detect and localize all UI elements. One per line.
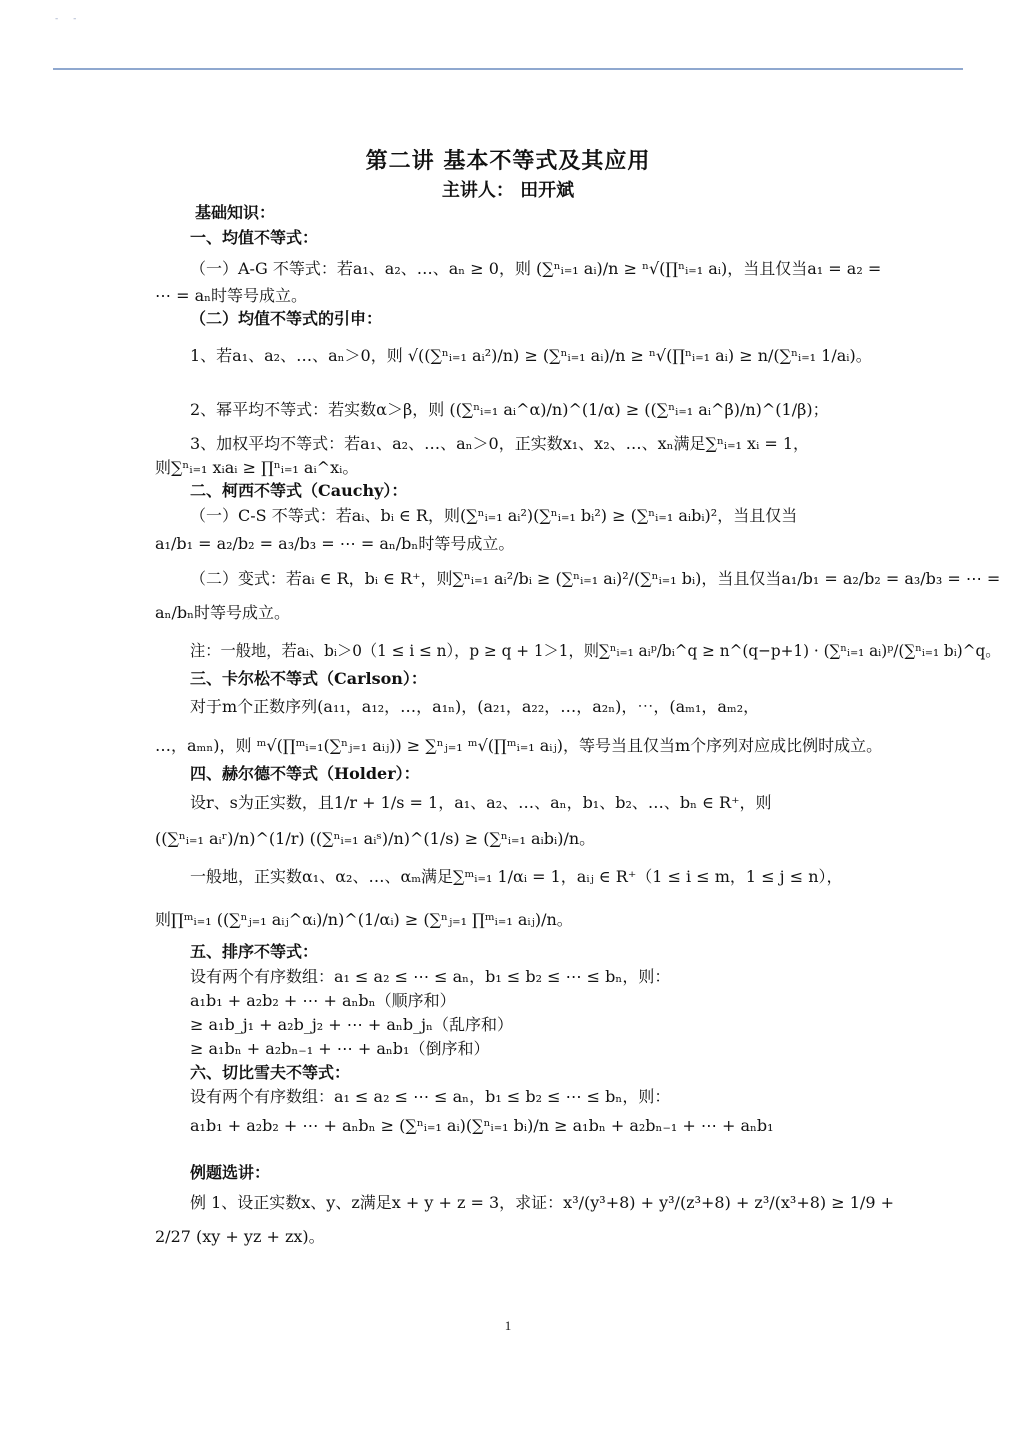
text-line: 对于m个正数序列(a₁₁，a₁₂，…，a₁ₙ)，(a₂₁，a₂₂，…，a₂ₙ)，⋯，(aₘ₁，aₘ₂，	[190, 697, 760, 716]
text-line: 3、加权平均不等式：若a₁、a₂、…、aₙ＞0，正实数x₁、x₂、…、xₙ满足∑ⁿᵢ₌₁ xᵢ = 1，	[190, 434, 810, 453]
header-marks: - -	[55, 14, 83, 24]
text-line: 1、若a₁、a₂、…、aₙ＞0，则 √((∑ⁿᵢ₌₁ aᵢ²)/n) ≥ (∑ⁿᵢ₌₁ aᵢ)/n ≥ ⁿ√(∏ⁿᵢ₌₁ aᵢ) ≥ n/(∑ⁿᵢ₌₁ 1/aᵢ)。	[190, 346, 872, 365]
section-heading: 一、均值不等式：	[190, 228, 319, 247]
text-line: a₁/b₁ = a₂/b₂ = a₃/b₃ = ⋯ = aₙ/bₙ时等号成立。	[155, 534, 515, 553]
page-title: 第二讲 基本不等式及其应用	[365, 148, 651, 174]
text-line: 则∏ᵐᵢ₌₁ ((∑ⁿⱼ₌₁ aᵢⱼ^αᵢ)/n)^(1/αᵢ) ≥ (∑ⁿⱼ₌₁ ∏ᵐᵢ₌₁ aᵢⱼ)/n。	[155, 910, 573, 929]
section-heading: 基础知识：	[195, 203, 276, 222]
page-number: 1	[504, 1318, 512, 1333]
text-line: a₁b₁ + a₂b₂ + ⋯ + aₙbₙ ≥ (∑ⁿᵢ₌₁ aᵢ)(∑ⁿᵢ₌₁ bᵢ)/n ≥ a₁bₙ + a₂bₙ₋₁ + ⋯ + aₙb₁	[190, 1116, 774, 1135]
text-line: 一般地，正实数α₁、α₂、…、αₘ满足∑ᵐᵢ₌₁ 1/αᵢ = 1，aᵢⱼ ∈ R⁺（1 ≤ i ≤ m，1 ≤ j ≤ n），	[190, 867, 843, 886]
text-line: 设r、s为正实数，且1/r + 1/s = 1，a₁、a₂、…、aₙ，b₁、b₂、…、bₙ ∈ R⁺，则	[190, 793, 772, 812]
text-line: ((∑ⁿᵢ₌₁ aᵢʳ)/n)^(1/r) ((∑ⁿᵢ₌₁ aᵢˢ)/n)^(1/s) ≥ (∑ⁿᵢ₌₁ aᵢbᵢ)/n。	[155, 829, 596, 848]
text-line: 2/27 (xy + yz + zx)。	[155, 1227, 325, 1246]
text-line: ≥ a₁bₙ + a₂bₙ₋₁ + ⋯ + aₙb₁（倒序和）	[190, 1039, 490, 1058]
section-heading: 二、柯西不等式（Cauchy）：	[190, 481, 408, 500]
section-heading: 三、卡尔松不等式（Carlson）：	[190, 669, 427, 688]
text-line: 设有两个有序数组：a₁ ≤ a₂ ≤ ⋯ ≤ aₙ，b₁ ≤ b₂ ≤ ⋯ ≤ bₙ，则：	[190, 1087, 671, 1106]
text-line: 2、幂平均不等式：若实数α＞β，则 ((∑ⁿᵢ₌₁ aᵢ^α)/n)^(1/α) ≥ ((∑ⁿᵢ₌₁ aᵢ^β)/n)^(1/β)；	[190, 400, 829, 419]
text-line: 注：一般地，若aᵢ、bᵢ＞0（1 ≤ i ≤ n），p ≥ q + 1＞1，则∑ⁿᵢ₌₁ aᵢᵖ/bᵢ^q ≥ n^(q−p+1) · (∑ⁿᵢ₌₁ aᵢ)ᵖ/(∑ⁿᵢ₌₁ bᵢ)^q。	[190, 641, 1001, 660]
text-line: a₁b₁ + a₂b₂ + ⋯ + aₙbₙ（顺序和）	[190, 991, 456, 1010]
section-heading: 五、排序不等式：	[190, 942, 319, 961]
header-rule	[53, 68, 963, 70]
text-line: ≥ a₁b_j₁ + a₂b_j₂ + ⋯ + aₙb_jₙ（乱序和）	[190, 1015, 513, 1034]
lecturer-line: 主讲人： 田开斌	[441, 180, 575, 201]
text-line: 设有两个有序数组：a₁ ≤ a₂ ≤ ⋯ ≤ aₙ，b₁ ≤ b₂ ≤ ⋯ ≤ bₙ，则：	[190, 967, 671, 986]
text-line: （一）C-S 不等式：若aᵢ、bᵢ ∈ R，则(∑ⁿᵢ₌₁ aᵢ²)(∑ⁿᵢ₌₁ bᵢ²) ≥ (∑ⁿᵢ₌₁ aᵢbᵢ)²，当且仅当	[190, 506, 798, 525]
text-line: 则∑ⁿᵢ₌₁ xᵢaᵢ ≥ ∏ⁿᵢ₌₁ aᵢ^xᵢ。	[155, 458, 359, 477]
section-heading: 例题选讲：	[190, 1163, 271, 1182]
text-line: …，aₘₙ)，则 ᵐ√(∏ᵐᵢ₌₁(∑ⁿⱼ₌₁ aᵢⱼ)) ≥ ∑ⁿⱼ₌₁ ᵐ√(∏ᵐᵢ₌₁ aᵢⱼ)，等号当且仅当m个序列对应成比例时成立。	[155, 736, 883, 755]
text-line: 例 1、设正实数x、y、z满足x + y + z = 3，求证：x³/(y³+8) + y³/(z³+8) + z³/(x³+8) ≥ 1/9 +	[190, 1193, 894, 1212]
section-heading: （二）均值不等式的引申：	[190, 309, 383, 328]
text-line: ⋯ = aₙ时等号成立。	[155, 286, 308, 305]
text-line: （一）A-G 不等式：若a₁、a₂、…、aₙ ≥ 0，则 (∑ⁿᵢ₌₁ aᵢ)/n ≥ ⁿ√(∏ⁿᵢ₌₁ aᵢ)，当且仅当a₁ = a₂ =	[190, 259, 882, 278]
text-line: aₙ/bₙ时等号成立。	[155, 603, 291, 622]
text-line: （二）变式：若aᵢ ∈ R，bᵢ ∈ R⁺，则∑ⁿᵢ₌₁ aᵢ²/bᵢ ≥ (∑ⁿᵢ₌₁ aᵢ)²/(∑ⁿᵢ₌₁ bᵢ)，当且仅当a₁/b₁ = a₂/b₂ = a₃/b₃ = ⋯ =	[190, 569, 1001, 588]
section-heading: 四、赫尔德不等式（Holder）：	[190, 764, 420, 783]
section-heading: 六、切比雪夫不等式：	[190, 1063, 351, 1082]
